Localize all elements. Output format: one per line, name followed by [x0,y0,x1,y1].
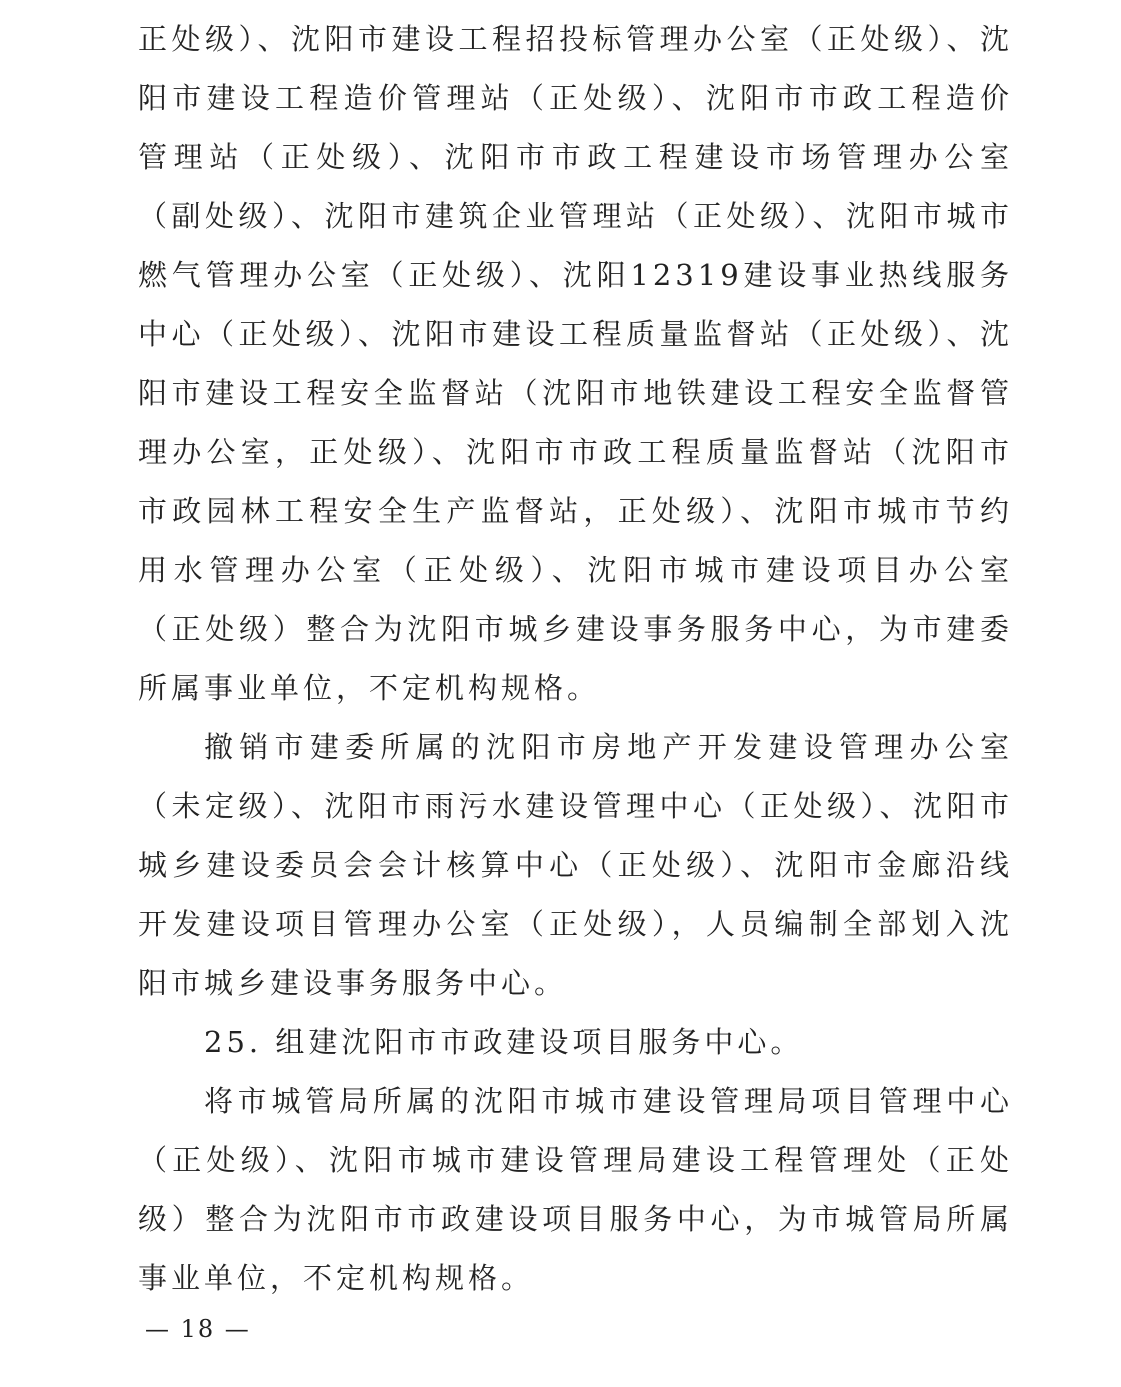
section-heading-25: 25. 组建沈阳市市政建设项目服务中心。 [204,1025,804,1059]
document-body [138,10,1013,1308]
paragraph-merge-list: 正处级）、沈阳市建设工程招投标管理办公室（正处级）、沈阳市建设工程造价管理站（正处级）、沈阳市市政工程造价管理站（正处级）、沈阳市市政工程建设市场管理办公室（副处级）、沈阳市建筑企业管理站（正处级）、沈阳市城市燃气管理办公室（正处级）、沈阳12319建设事业热线服务中心（正处级）、沈阳市建设工程质量监督站（正处级）、沈阳市建设工程安全监督站（沈阳市地铁建设工程安全监督管理办公室，正处级）、沈阳市市政工程质量监督站（沈阳市市政园林工程安全生产监督站，正处级）、沈阳市城市节约用水管理办公室（正处级）、沈阳市城市建设项目办公室（正处级）整合为沈阳市城乡建设事务服务中心，为市建委所属事业单位，不定机构规格。 [138,22,1013,705]
page-number: — 18 — [145,1315,251,1343]
paragraph-revoke-units: 撤销市建委所属的沈阳市房地产开发建设管理办公室（未定级）、沈阳市雨污水建设管理中心（正处级）、沈阳市城乡建设委员会会计核算中心（正处级）、沈阳市金廊沿线开发建设项目管理办公室（正处级），人员编制全部划入沈阳市城乡建设事务服务中心。 [138,730,1013,1000]
paragraph-municipal-merge: 将市城管局所属的沈阳市城市建设管理局项目管理中心（正处级）、沈阳市城市建设管理局建设工程管理处（正处级）整合为沈阳市市政建设项目服务中心，为市城管局所属事业单位，不定机构规格。 [138,1084,1013,1295]
